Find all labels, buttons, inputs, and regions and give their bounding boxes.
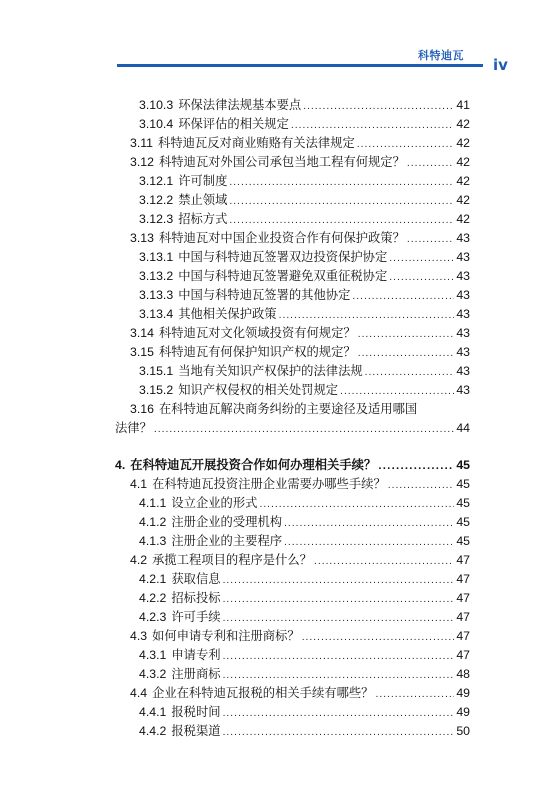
toc-entry-number: 4.1.2 [139, 515, 167, 529]
toc-entry-number: 4.1.3 [139, 534, 167, 548]
toc-dot-leader [229, 193, 454, 212]
toc-entry-number: 4.2.3 [139, 610, 167, 624]
toc-entry[interactable] [115, 172, 470, 191]
toc-entry-title: 科特迪瓦对外国公司承包当地工程有何规定？ [158, 155, 405, 169]
toc-entry[interactable] [115, 153, 470, 172]
toc-entry-number: 4.2 [130, 553, 148, 567]
toc-entry[interactable] [115, 248, 470, 267]
toc-dot-leader [314, 553, 454, 572]
table-of-contents [115, 96, 470, 741]
toc-entry[interactable] [115, 134, 470, 153]
toc-entry-number: 3.12.2 [139, 193, 174, 207]
toc-entry-number: 4.3 [130, 629, 148, 643]
toc-entry-title: 承揽工程项目的程序是什么？ [152, 553, 312, 567]
toc-entry-title: 环保法律法规基本要点 [178, 98, 302, 112]
toc-entry-page: 49 [456, 686, 470, 700]
toc-entry-continuation[interactable] [115, 419, 470, 438]
toc-entry[interactable] [115, 570, 470, 589]
toc-entry[interactable] [115, 532, 470, 551]
toc-entry-title: 科特迪瓦对文化领域投资有何规定？ [158, 326, 356, 340]
toc-entry-page: 45 [456, 515, 470, 529]
toc-dot-leader [229, 174, 454, 193]
toc-entry-title: 在科特迪瓦解决商务纠纷的主要途径及适用哪国 [158, 402, 418, 416]
toc-entry[interactable] [115, 115, 470, 134]
toc-entry[interactable] [115, 703, 470, 722]
toc-entry-page: 45 [456, 534, 470, 548]
toc-entry-page: 47 [456, 629, 470, 643]
toc-entry-number: 3.16 [130, 402, 154, 416]
toc-entry-page: 42 [456, 155, 470, 169]
toc-entry-number: 3.12.1 [139, 174, 174, 188]
toc-entry-page: 42 [456, 212, 470, 226]
toc-entry-title: 设立企业的形式 [171, 496, 258, 510]
toc-entry-page: 47 [456, 591, 470, 605]
toc-dot-leader [388, 477, 455, 496]
toc-dot-leader [303, 98, 454, 117]
toc-entry[interactable] [115, 608, 470, 627]
toc-entry-title: 中国与科特迪瓦签署双边投资保护协定 [178, 250, 388, 264]
toc-entry-page: 41 [456, 98, 470, 112]
toc-entry-title: 科特迪瓦有何保护知识产权的规定？ [158, 345, 356, 359]
toc-entry-number: 3.13.2 [139, 269, 174, 283]
toc-entry[interactable] [115, 665, 470, 684]
toc-entry-title: 当地有关知识产权保护的法律法规 [178, 364, 363, 378]
toc-dot-leader [407, 155, 454, 174]
toc-dot-leader [223, 724, 455, 743]
toc-entry-number: 3.10.4 [139, 117, 174, 131]
toc-entry-page: 43 [456, 269, 470, 283]
toc-entry-page: 42 [456, 117, 470, 131]
toc-entry-number: 3.12 [130, 155, 154, 169]
toc-entry[interactable] [115, 722, 470, 741]
header-rule [117, 64, 483, 67]
toc-dot-leader [365, 364, 455, 383]
toc-entry-title: 招标投标 [171, 591, 221, 605]
toc-entry[interactable] [115, 684, 470, 703]
toc-chapter-entry[interactable] [115, 456, 470, 475]
toc-entry[interactable] [115, 381, 470, 400]
toc-entry[interactable] [115, 494, 470, 513]
toc-entry-page: 43 [456, 231, 470, 245]
toc-entry-title: 注册企业的受理机构 [171, 515, 283, 529]
toc-entry[interactable] [115, 96, 470, 115]
toc-entry-page: 43 [456, 345, 470, 359]
toc-dot-leader [407, 231, 454, 250]
toc-entry-page: 47 [456, 610, 470, 624]
toc-entry-title: 报税渠道 [171, 724, 221, 738]
toc-entry[interactable] [115, 324, 470, 343]
toc-entry-title: 科特迪瓦对中国企业投资合作有何保护政策？ [158, 231, 405, 245]
toc-entry-page: 43 [456, 307, 470, 321]
toc-entry-number: 4.4 [130, 686, 148, 700]
toc-entry-number: 4. [115, 458, 126, 472]
page-number: iv [493, 56, 508, 74]
toc-entry-number: 4.4.2 [139, 724, 167, 738]
toc-entry[interactable] [115, 400, 470, 419]
toc-entry-number: 3.13.4 [139, 307, 174, 321]
toc-entry-page: 45 [456, 458, 470, 472]
toc-entry-title: 在科特迪瓦开展投资合作如何办理相关手续？ [130, 458, 377, 472]
toc-entry-page: 43 [456, 326, 470, 340]
toc-dot-leader [223, 705, 455, 724]
toc-entry-number: 3.15.1 [139, 364, 174, 378]
toc-entry-title: 注册商标 [171, 667, 221, 681]
toc-entry-number: 3.15.2 [139, 383, 174, 397]
toc-entry-page: 45 [456, 477, 470, 491]
header-title: 科特迪瓦 [418, 49, 464, 62]
toc-dot-leader [352, 288, 454, 307]
toc-dot-leader [389, 269, 454, 288]
toc-entry-title: 知识产权侵权的相关处罚规定 [178, 383, 339, 397]
toc-entry-title: 在科特迪瓦投资注册企业需要办哪些手续？ [152, 477, 386, 491]
toc-entry-page: 48 [456, 667, 470, 681]
toc-entry-page: 43 [456, 383, 470, 397]
toc-entry-number: 4.3.2 [139, 667, 167, 681]
toc-entry-number: 3.15 [130, 345, 154, 359]
toc-dot-leader [389, 250, 454, 269]
toc-entry-page: 43 [456, 288, 470, 302]
toc-entry-title: 获取信息 [171, 572, 221, 586]
toc-entry-title: 注册企业的主要程序 [171, 534, 283, 548]
toc-entry[interactable] [115, 362, 470, 381]
toc-entry[interactable] [115, 286, 470, 305]
toc-dot-leader [154, 421, 454, 440]
toc-entry-page: 45 [456, 496, 470, 510]
toc-entry-page: 42 [456, 136, 470, 150]
toc-dot-leader [223, 648, 455, 667]
toc-entry-number: 4.1.1 [139, 496, 167, 510]
toc-dot-leader [284, 515, 454, 534]
toc-dot-leader [358, 326, 455, 345]
toc-dot-leader [378, 458, 454, 477]
toc-entry-number: 4.1 [130, 477, 148, 491]
toc-dot-leader [358, 345, 455, 364]
toc-entry-title-continuation: 法律？ [115, 421, 152, 435]
toc-dot-leader [223, 572, 455, 591]
toc-entry-number: 4.2.1 [139, 572, 167, 586]
toc-entry-page: 49 [456, 705, 470, 719]
toc-entry[interactable] [115, 475, 470, 494]
toc-entry-title: 报税时间 [171, 705, 221, 719]
toc-entry-number: 3.13.3 [139, 288, 174, 302]
toc-entry-title: 其他相关保护政策 [178, 307, 277, 321]
toc-entry-number: 3.13 [130, 231, 154, 245]
toc-dot-leader [375, 686, 454, 705]
toc-entry-number: 3.13.1 [139, 250, 174, 264]
toc-entry-number: 3.14 [130, 326, 154, 340]
toc-dot-leader [302, 629, 455, 648]
toc-entry-title: 企业在科特迪瓦报税的相关手续有哪些？ [152, 686, 374, 700]
toc-entry[interactable] [115, 191, 470, 210]
toc-entry-number: 3.12.3 [139, 212, 174, 226]
toc-entry-page: 42 [456, 174, 470, 188]
toc-entry-title: 如何申请专利和注册商标？ [152, 629, 300, 643]
toc-entry-title: 环保评估的相关规定 [178, 117, 289, 131]
toc-entry[interactable] [115, 343, 470, 362]
toc-entry-title: 申请专利 [171, 648, 221, 662]
toc-dot-leader [223, 591, 455, 610]
toc-entry[interactable] [115, 627, 470, 646]
toc-entry-page: 42 [456, 193, 470, 207]
toc-entry-number: 4.2.2 [139, 591, 167, 605]
toc-entry-number: 4.4.1 [139, 705, 167, 719]
toc-entry-title: 招标方式 [178, 212, 228, 226]
toc-entry[interactable] [115, 589, 470, 608]
toc-entry-page: 43 [456, 364, 470, 378]
toc-entry-title: 许可制度 [178, 174, 228, 188]
toc-entry-title: 中国与科特迪瓦签署避免双重征税协定 [178, 269, 388, 283]
toc-entry[interactable] [115, 267, 470, 286]
toc-entry-page: 50 [456, 724, 470, 738]
toc-entry-number: 4.3.1 [139, 648, 167, 662]
toc-entry-title: 中国与科特迪瓦签署的其他协定 [178, 288, 351, 302]
toc-entry-title: 禁止领域 [178, 193, 228, 207]
toc-entry-page: 43 [456, 250, 470, 264]
toc-entry-page: 47 [456, 553, 470, 567]
toc-entry[interactable] [115, 646, 470, 665]
toc-entry-number: 3.10.3 [139, 98, 174, 112]
toc-entry[interactable] [115, 210, 470, 229]
toc-entry-title: 科特迪瓦反对商业贿赂有关法律规定 [158, 136, 355, 150]
toc-entry-page: 47 [456, 648, 470, 662]
toc-entry-title: 许可手续 [171, 610, 221, 624]
toc-entry-number: 3.11 [130, 136, 154, 150]
toc-entry[interactable] [115, 305, 470, 324]
toc-dot-leader [259, 496, 454, 515]
toc-entry[interactable] [115, 229, 470, 248]
toc-entry-page: 44 [456, 421, 470, 435]
toc-entry[interactable] [115, 551, 470, 570]
toc-entry[interactable] [115, 513, 470, 532]
toc-entry-page: 47 [456, 572, 470, 586]
